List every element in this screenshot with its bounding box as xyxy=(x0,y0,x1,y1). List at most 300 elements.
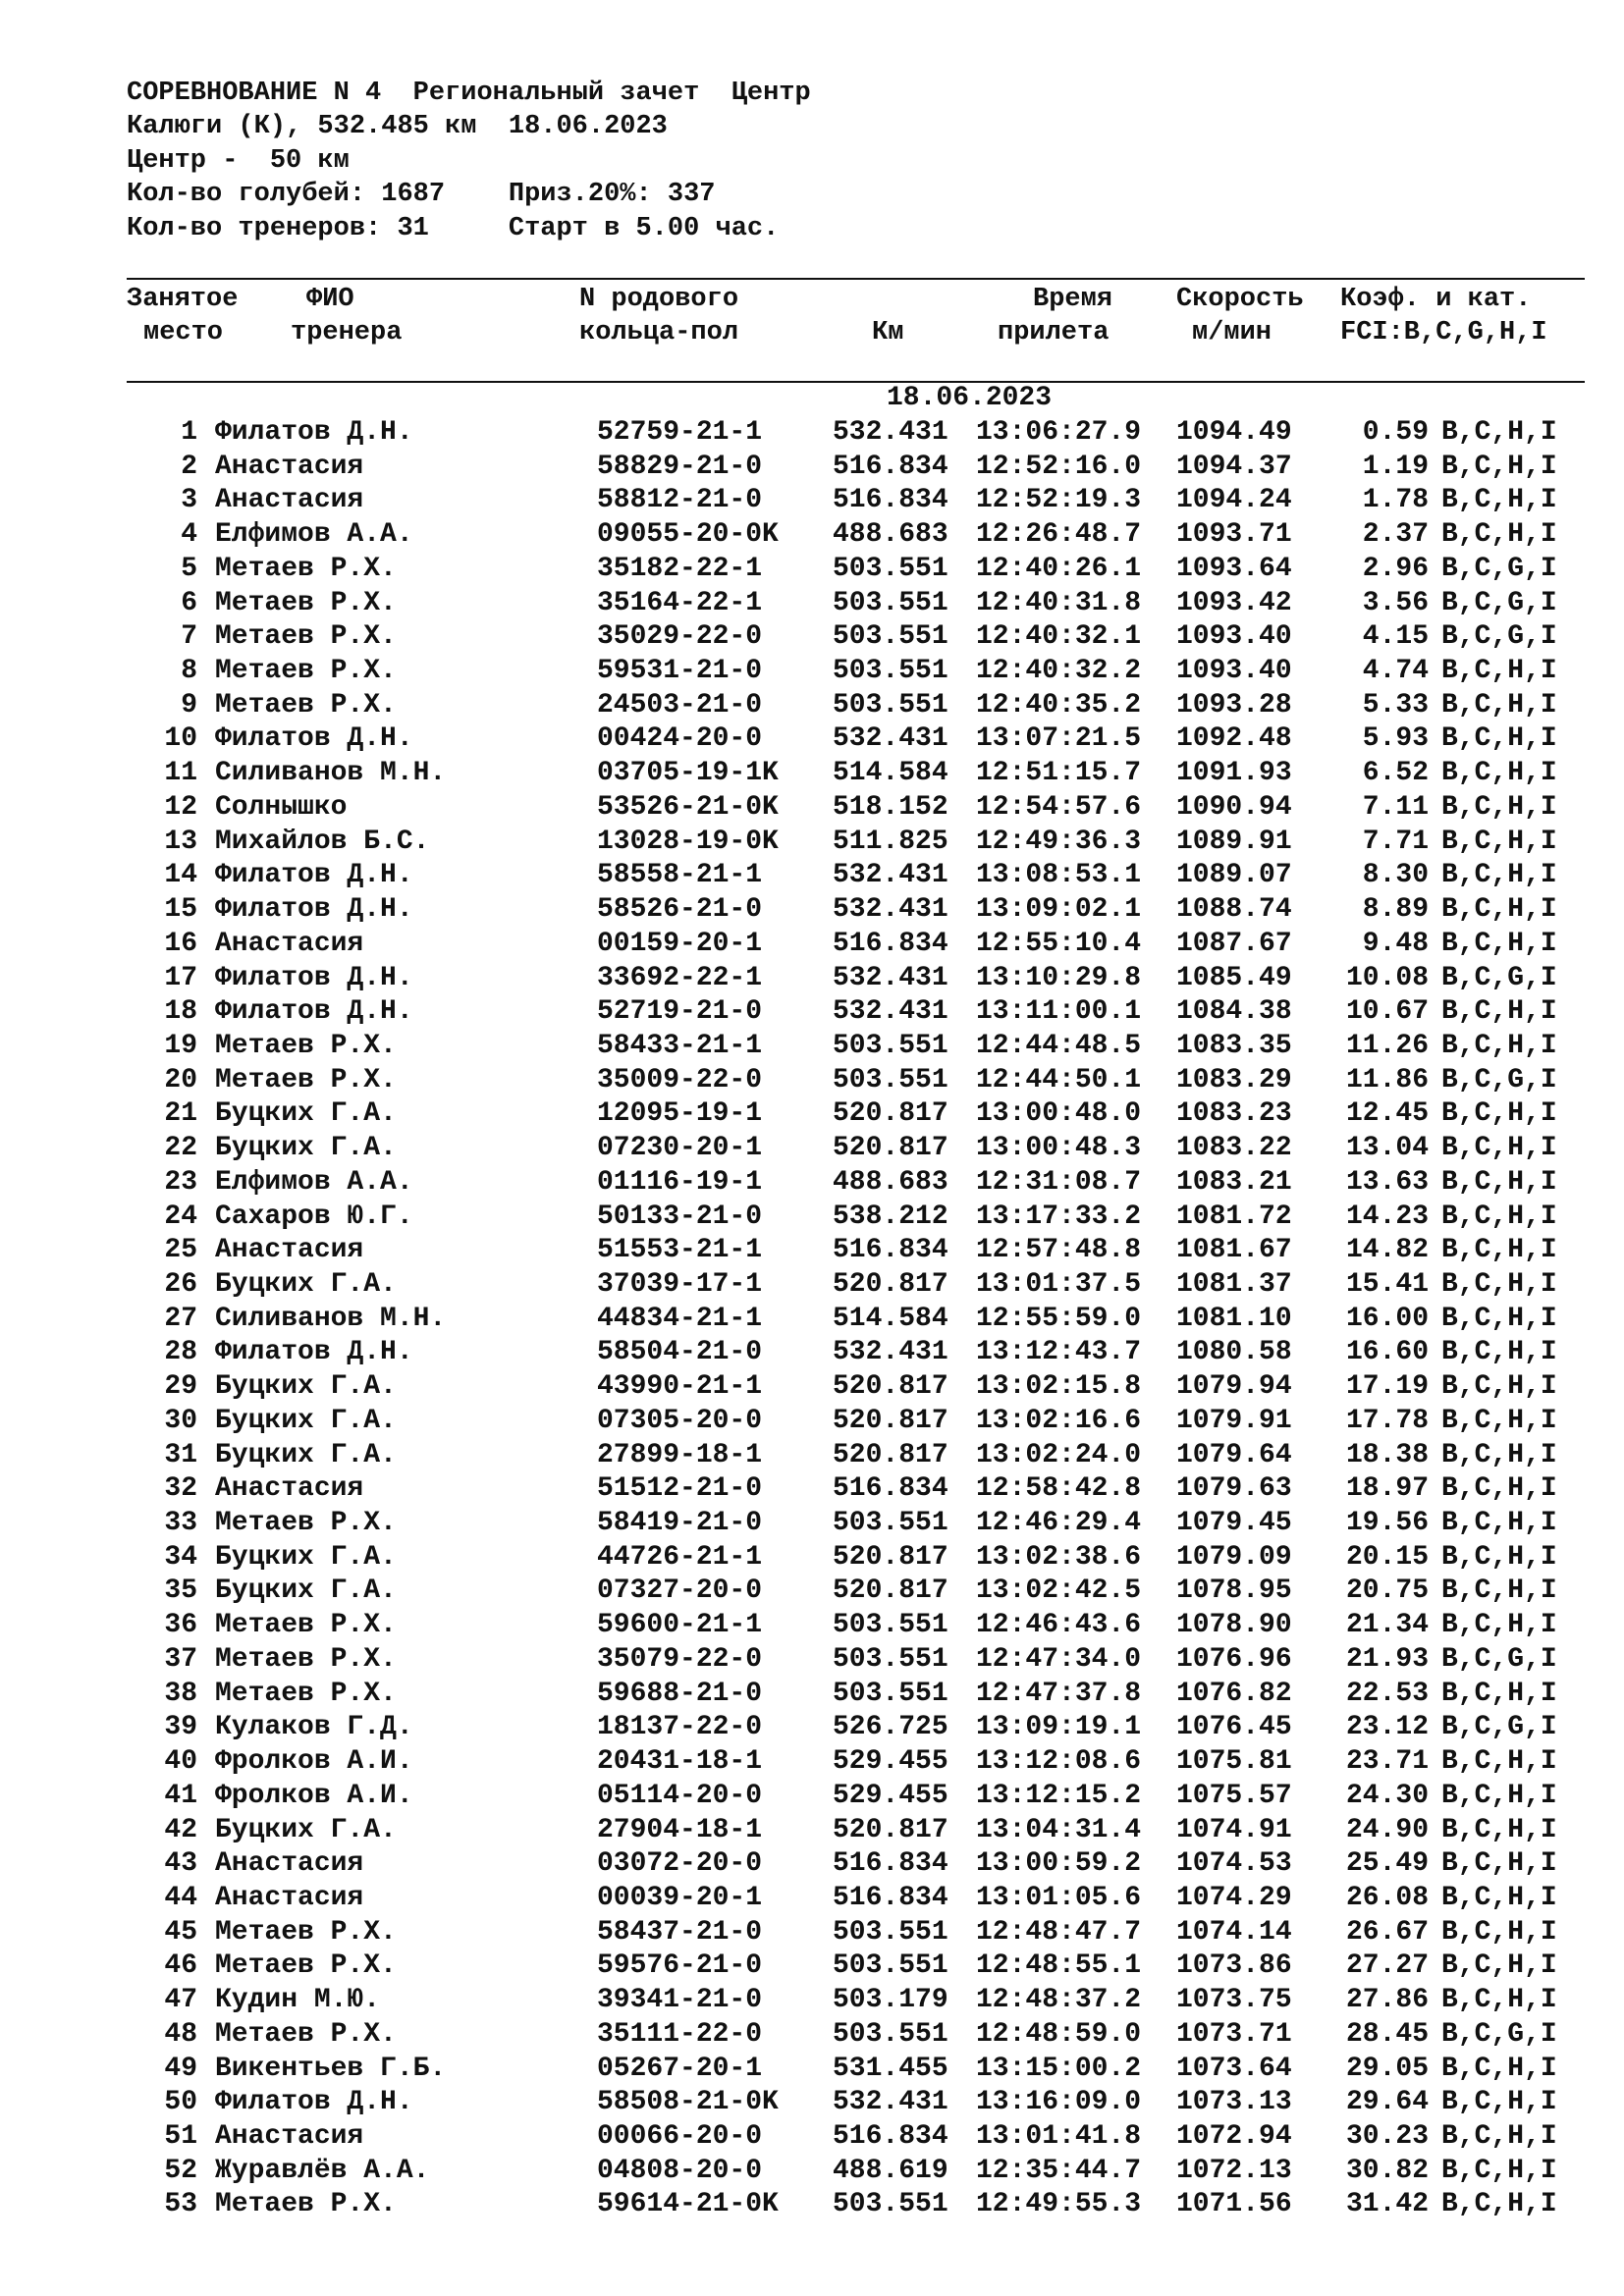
cell-ring: 58437-21-0 xyxy=(597,1916,763,1948)
cell-km: 520.817 xyxy=(833,1575,948,1607)
col-coef-line2: FCI:B,C,G,H,I xyxy=(1340,318,1547,347)
cell-coef: 10.67 xyxy=(1345,996,1429,1028)
cell-speed: 1083.21 xyxy=(1176,1166,1292,1198)
cell-speed: 1079.09 xyxy=(1176,1541,1292,1573)
table-row xyxy=(0,1541,1624,1575)
cell-name: Филатов Д.Н. xyxy=(215,894,413,926)
cell-coef: 27.27 xyxy=(1345,1950,1429,1982)
table-row xyxy=(0,1711,1624,1745)
cell-coef: 22.53 xyxy=(1345,1678,1429,1709)
cell-place: 18 xyxy=(164,996,197,1028)
cell-speed: 1073.71 xyxy=(1176,2018,1292,2050)
cell-place: 43 xyxy=(164,1848,197,1880)
cell-ring: 33692-22-1 xyxy=(597,962,763,993)
cell-time: 12:26:48.7 xyxy=(976,519,1142,551)
cell-coef: 8.89 xyxy=(1362,894,1429,926)
cell-time: 13:12:15.2 xyxy=(976,1780,1142,1811)
cell-ring: 59531-21-0 xyxy=(597,656,763,687)
cell-name: Анастасия xyxy=(215,928,364,959)
cell-time: 13:02:38.6 xyxy=(976,1541,1142,1573)
cell-coef: 12.45 xyxy=(1345,1098,1429,1130)
cell-cat: B,C,H,I xyxy=(1441,894,1557,926)
table-row xyxy=(0,2120,1624,2155)
cell-place: 5 xyxy=(181,553,197,584)
cell-ring: 53526-21-0K xyxy=(597,791,779,823)
cell-speed: 1093.64 xyxy=(1176,553,1292,584)
cell-coef: 29.64 xyxy=(1345,2087,1429,2118)
table-row xyxy=(0,1303,1624,1337)
cell-cat: B,C,H,I xyxy=(1441,791,1557,823)
cell-speed: 1083.29 xyxy=(1176,1064,1292,1095)
col-time-line2: прилета xyxy=(998,318,1110,347)
cell-km: 520.817 xyxy=(833,1269,948,1300)
cell-speed: 1073.86 xyxy=(1176,1950,1292,1982)
cell-time: 12:40:35.2 xyxy=(976,689,1142,721)
table-row xyxy=(0,1882,1624,1916)
cell-cat: B,C,H,I xyxy=(1441,1269,1557,1300)
cell-coef: 0.59 xyxy=(1362,417,1429,448)
cell-speed: 1094.49 xyxy=(1176,417,1292,448)
cell-time: 12:51:15.7 xyxy=(976,758,1142,789)
table-row xyxy=(0,928,1624,962)
header-line-birds-count: Кол-во голубей: 1687 Приз.20%: 337 xyxy=(127,180,716,209)
table-row xyxy=(0,722,1624,757)
cell-coef: 26.08 xyxy=(1345,1882,1429,1913)
cell-time: 13:09:19.1 xyxy=(976,1712,1142,1743)
cell-speed: 1093.28 xyxy=(1176,689,1292,721)
cell-time: 12:48:47.7 xyxy=(976,1916,1142,1948)
cell-km: 503.551 xyxy=(833,1030,948,1061)
cell-place: 51 xyxy=(164,2121,197,2152)
cell-time: 13:17:33.2 xyxy=(976,1201,1142,1232)
cell-cat: B,C,H,I xyxy=(1441,2155,1557,2186)
cell-name: Метаев Р.Х. xyxy=(215,553,397,584)
cell-name: Силиванов М.Н. xyxy=(215,1303,447,1334)
cell-ring: 07327-20-0 xyxy=(597,1575,763,1607)
cell-km: 503.551 xyxy=(833,1610,948,1641)
cell-coef: 2.37 xyxy=(1362,519,1429,551)
cell-ring: 00066-20-0 xyxy=(597,2121,763,2152)
cell-speed: 1074.53 xyxy=(1176,1848,1292,1880)
cell-place: 22 xyxy=(164,1133,197,1164)
table-row xyxy=(0,1949,1624,1984)
cell-place: 8 xyxy=(181,656,197,687)
cell-ring: 35111-22-0 xyxy=(597,2018,763,2050)
header-line-competition: СОРЕВНОВАНИЕ N 4 Региональный зачет Центр xyxy=(127,79,811,108)
cell-km: 503.551 xyxy=(833,1916,948,1948)
cell-place: 1 xyxy=(181,417,197,448)
cell-ring: 51553-21-1 xyxy=(597,1235,763,1266)
cell-ring: 27899-18-1 xyxy=(597,1439,763,1470)
cell-time: 13:10:29.8 xyxy=(976,962,1142,993)
cell-name: Буцких Г.А. xyxy=(215,1405,397,1436)
cell-km: 520.817 xyxy=(833,1098,948,1130)
cell-place: 19 xyxy=(164,1030,197,1061)
cell-coef: 19.56 xyxy=(1345,1508,1429,1539)
cell-ring: 43990-21-1 xyxy=(597,1371,763,1403)
cell-time: 12:52:19.3 xyxy=(976,485,1142,516)
cell-name: Буцких Г.А. xyxy=(215,1098,397,1130)
header-rule xyxy=(127,381,1585,383)
cell-speed: 1092.48 xyxy=(1176,723,1292,755)
cell-speed: 1076.82 xyxy=(1176,1678,1292,1709)
cell-place: 26 xyxy=(164,1269,197,1300)
cell-cat: B,C,H,I xyxy=(1441,1678,1557,1709)
col-place-line1: Занятое xyxy=(127,285,239,314)
col-place-line2: место xyxy=(143,318,224,347)
cell-coef: 30.23 xyxy=(1345,2121,1429,2152)
cell-cat: B,C,H,I xyxy=(1441,2121,1557,2152)
cell-ring: 00039-20-1 xyxy=(597,1882,763,1913)
cell-ring: 58829-21-0 xyxy=(597,451,763,482)
cell-speed: 1076.96 xyxy=(1176,1643,1292,1675)
cell-time: 13:02:15.8 xyxy=(976,1371,1142,1403)
cell-speed: 1081.37 xyxy=(1176,1269,1292,1300)
cell-ring: 59688-21-0 xyxy=(597,1678,763,1709)
cell-ring: 03705-19-1K xyxy=(597,758,779,789)
cell-ring: 27904-18-1 xyxy=(597,1814,763,1845)
cell-ring: 58433-21-1 xyxy=(597,1030,763,1061)
cell-time: 13:02:42.5 xyxy=(976,1575,1142,1607)
cell-coef: 13.63 xyxy=(1345,1166,1429,1198)
cell-speed: 1074.14 xyxy=(1176,1916,1292,1948)
cell-km: 532.431 xyxy=(833,1337,948,1368)
cell-coef: 14.82 xyxy=(1345,1235,1429,1266)
cell-place: 21 xyxy=(164,1098,197,1130)
cell-name: Метаев Р.Х. xyxy=(215,1064,397,1095)
cell-coef: 21.34 xyxy=(1345,1610,1429,1641)
cell-time: 12:55:10.4 xyxy=(976,928,1142,959)
cell-place: 6 xyxy=(181,587,197,618)
cell-time: 13:01:05.6 xyxy=(976,1882,1142,1913)
cell-ring: 39341-21-0 xyxy=(597,1985,763,2016)
cell-cat: B,C,G,I xyxy=(1441,1712,1557,1743)
table-row xyxy=(0,1984,1624,2018)
cell-ring: 35009-22-0 xyxy=(597,1064,763,1095)
cell-name: Буцких Г.А. xyxy=(215,1541,397,1573)
cell-coef: 20.15 xyxy=(1345,1541,1429,1573)
cell-time: 13:01:37.5 xyxy=(976,1269,1142,1300)
cell-place: 34 xyxy=(164,1541,197,1573)
cell-cat: B,C,H,I xyxy=(1441,2087,1557,2118)
cell-km: 516.834 xyxy=(833,485,948,516)
cell-name: Буцких Г.А. xyxy=(215,1371,397,1403)
cell-cat: B,C,H,I xyxy=(1441,723,1557,755)
cell-km: 488.619 xyxy=(833,2155,948,2186)
cell-place: 32 xyxy=(164,1473,197,1505)
cell-cat: B,C,H,I xyxy=(1441,1746,1557,1778)
cell-speed: 1088.74 xyxy=(1176,894,1292,926)
cell-ring: 35079-22-0 xyxy=(597,1643,763,1675)
cell-coef: 17.78 xyxy=(1345,1405,1429,1436)
table-row xyxy=(0,1847,1624,1882)
cell-time: 13:12:43.7 xyxy=(976,1337,1142,1368)
cell-place: 30 xyxy=(164,1405,197,1436)
cell-ring: 51512-21-0 xyxy=(597,1473,763,1505)
cell-km: 503.551 xyxy=(833,1508,948,1539)
table-row xyxy=(0,1166,1624,1201)
cell-km: 503.551 xyxy=(833,689,948,721)
cell-speed: 1078.95 xyxy=(1176,1575,1292,1607)
cell-name: Елфимов А.А. xyxy=(215,519,413,551)
cell-name: Буцких Г.А. xyxy=(215,1133,397,1164)
cell-time: 12:40:32.2 xyxy=(976,656,1142,687)
table-row xyxy=(0,791,1624,826)
cell-cat: B,C,G,I xyxy=(1441,587,1557,618)
cell-name: Журавлёв А.А. xyxy=(215,2155,430,2186)
cell-time: 13:04:31.4 xyxy=(976,1814,1142,1845)
cell-ring: 50133-21-0 xyxy=(597,1201,763,1232)
cell-cat: B,C,G,I xyxy=(1441,1643,1557,1675)
cell-km: 503.551 xyxy=(833,587,948,618)
cell-km: 516.834 xyxy=(833,1235,948,1266)
cell-name: Фролков А.И. xyxy=(215,1780,413,1811)
cell-cat: B,C,H,I xyxy=(1441,1303,1557,1334)
cell-place: 23 xyxy=(164,1166,197,1198)
cell-time: 13:01:41.8 xyxy=(976,2121,1142,2152)
cell-km: 531.455 xyxy=(833,2053,948,2084)
cell-time: 13:16:09.0 xyxy=(976,2087,1142,2118)
cell-coef: 16.60 xyxy=(1345,1337,1429,1368)
cell-place: 27 xyxy=(164,1303,197,1334)
cell-name: Буцких Г.А. xyxy=(215,1439,397,1470)
col-ring-line2: кольца-пол xyxy=(579,318,739,347)
cell-km: 503.551 xyxy=(833,656,948,687)
cell-name: Метаев Р.Х. xyxy=(215,1030,397,1061)
cell-name: Метаев Р.Х. xyxy=(215,1610,397,1641)
table-row xyxy=(0,1609,1624,1643)
cell-place: 3 xyxy=(181,485,197,516)
cell-cat: B,C,H,I xyxy=(1441,1201,1557,1232)
cell-time: 12:46:29.4 xyxy=(976,1508,1142,1539)
table-row xyxy=(0,1439,1624,1473)
cell-cat: B,C,H,I xyxy=(1441,656,1557,687)
cell-time: 12:40:26.1 xyxy=(976,553,1142,584)
table-row xyxy=(0,484,1624,518)
cell-cat: B,C,H,I xyxy=(1441,417,1557,448)
cell-ring: 12095-19-1 xyxy=(597,1098,763,1130)
top-rule xyxy=(127,278,1585,280)
cell-name: Буцких Г.А. xyxy=(215,1814,397,1845)
cell-speed: 1081.10 xyxy=(1176,1303,1292,1334)
cell-cat: B,C,H,I xyxy=(1441,1098,1557,1130)
cell-time: 13:08:53.1 xyxy=(976,860,1142,891)
cell-cat: B,C,H,I xyxy=(1441,1405,1557,1436)
cell-time: 13:15:00.2 xyxy=(976,2053,1142,2084)
cell-speed: 1072.94 xyxy=(1176,2121,1292,2152)
cell-name: Филатов Д.Н. xyxy=(215,1337,413,1368)
cell-name: Анастасия xyxy=(215,1473,364,1505)
col-ring-line1: N родового xyxy=(579,285,739,314)
cell-speed: 1094.37 xyxy=(1176,451,1292,482)
cell-km: 520.817 xyxy=(833,1814,948,1845)
cell-place: 4 xyxy=(181,519,197,551)
cell-name: Михайлов Б.С. xyxy=(215,826,430,857)
cell-km: 520.817 xyxy=(833,1541,948,1573)
cell-coef: 23.71 xyxy=(1345,1746,1429,1778)
table-row xyxy=(0,1575,1624,1609)
cell-ring: 35182-22-1 xyxy=(597,553,763,584)
cell-cat: B,C,H,I xyxy=(1441,519,1557,551)
cell-km: 529.455 xyxy=(833,1780,948,1811)
cell-coef: 11.26 xyxy=(1345,1030,1429,1061)
cell-place: 44 xyxy=(164,1882,197,1913)
table-row xyxy=(0,1507,1624,1541)
table-row xyxy=(0,2053,1624,2087)
table-row xyxy=(0,1132,1624,1166)
table-row xyxy=(0,1097,1624,1132)
cell-coef: 5.33 xyxy=(1362,689,1429,721)
table-row xyxy=(0,995,1624,1030)
cell-ring: 05267-20-1 xyxy=(597,2053,763,2084)
cell-coef: 24.30 xyxy=(1345,1780,1429,1811)
cell-coef: 11.86 xyxy=(1345,1064,1429,1095)
cell-coef: 8.30 xyxy=(1362,860,1429,891)
cell-km: 516.834 xyxy=(833,451,948,482)
cell-ring: 58419-21-0 xyxy=(597,1508,763,1539)
col-speed-line2: м/мин xyxy=(1192,318,1272,347)
table-row xyxy=(0,518,1624,553)
cell-ring: 44834-21-1 xyxy=(597,1303,763,1334)
cell-name: Метаев Р.Х. xyxy=(215,689,397,721)
cell-cat: B,C,H,I xyxy=(1441,2189,1557,2220)
cell-name: Метаев Р.Х. xyxy=(215,1678,397,1709)
cell-km: 520.817 xyxy=(833,1439,948,1470)
cell-name: Филатов Д.Н. xyxy=(215,723,413,755)
cell-place: 12 xyxy=(164,791,197,823)
cell-ring: 44726-21-1 xyxy=(597,1541,763,1573)
cell-cat: B,C,H,I xyxy=(1441,2053,1557,2084)
cell-coef: 18.97 xyxy=(1345,1473,1429,1505)
cell-time: 12:57:48.8 xyxy=(976,1235,1142,1266)
cell-place: 35 xyxy=(164,1575,197,1607)
cell-name: Анастасия xyxy=(215,1882,364,1913)
cell-coef: 17.19 xyxy=(1345,1371,1429,1403)
cell-ring: 18137-22-0 xyxy=(597,1712,763,1743)
cell-km: 488.683 xyxy=(833,1166,948,1198)
cell-cat: B,C,H,I xyxy=(1441,1848,1557,1880)
col-name-line1: ФИО xyxy=(306,285,354,314)
cell-cat: B,C,H,I xyxy=(1441,1882,1557,1913)
cell-km: 503.551 xyxy=(833,553,948,584)
cell-ring: 58508-21-0K xyxy=(597,2087,779,2118)
cell-coef: 16.00 xyxy=(1345,1303,1429,1334)
cell-cat: B,C,G,I xyxy=(1441,553,1557,584)
cell-name: Метаев Р.Х. xyxy=(215,1916,397,1948)
cell-name: Кулаков Г.Д. xyxy=(215,1712,413,1743)
cell-km: 516.834 xyxy=(833,1848,948,1880)
cell-ring: 07305-20-0 xyxy=(597,1405,763,1436)
cell-ring: 59600-21-1 xyxy=(597,1610,763,1641)
cell-ring: 35164-22-1 xyxy=(597,587,763,618)
cell-name: Метаев Р.Х. xyxy=(215,2189,397,2220)
cell-place: 52 xyxy=(164,2155,197,2186)
header-line-release-point: Калюги (К), 532.485 км 18.06.2023 xyxy=(127,112,668,141)
cell-time: 12:31:08.7 xyxy=(976,1166,1142,1198)
table-row xyxy=(0,962,1624,996)
cell-name: Метаев Р.Х. xyxy=(215,1950,397,1982)
cell-place: 2 xyxy=(181,451,197,482)
cell-place: 29 xyxy=(164,1371,197,1403)
table-row xyxy=(0,1643,1624,1678)
table-row xyxy=(0,2155,1624,2189)
cell-km: 532.431 xyxy=(833,996,948,1028)
cell-cat: B,C,H,I xyxy=(1441,1814,1557,1845)
cell-place: 48 xyxy=(164,2018,197,2050)
cell-place: 53 xyxy=(164,2189,197,2220)
cell-ring: 24503-21-0 xyxy=(597,689,763,721)
table-row xyxy=(0,1201,1624,1235)
cell-speed: 1076.45 xyxy=(1176,1712,1292,1743)
cell-cat: B,C,H,I xyxy=(1441,1473,1557,1505)
cell-speed: 1079.91 xyxy=(1176,1405,1292,1436)
table-row xyxy=(0,553,1624,587)
cell-speed: 1084.38 xyxy=(1176,996,1292,1028)
cell-place: 50 xyxy=(164,2087,197,2118)
cell-speed: 1073.13 xyxy=(1176,2087,1292,2118)
cell-place: 11 xyxy=(164,758,197,789)
cell-name: Кудин М.Ю. xyxy=(215,1985,381,2016)
cell-coef: 25.49 xyxy=(1345,1848,1429,1880)
cell-time: 13:11:00.1 xyxy=(976,996,1142,1028)
cell-time: 13:07:21.5 xyxy=(976,723,1142,755)
cell-coef: 28.45 xyxy=(1345,2018,1429,2050)
cell-speed: 1075.57 xyxy=(1176,1780,1292,1811)
cell-ring: 52759-21-1 xyxy=(597,417,763,448)
cell-coef: 30.82 xyxy=(1345,2155,1429,2186)
cell-coef: 7.11 xyxy=(1362,791,1429,823)
cell-time: 12:47:37.8 xyxy=(976,1678,1142,1709)
cell-ring: 00159-20-1 xyxy=(597,928,763,959)
table-row xyxy=(0,1745,1624,1780)
cell-coef: 27.86 xyxy=(1345,1985,1429,2016)
cell-speed: 1089.91 xyxy=(1176,826,1292,857)
cell-cat: B,C,H,I xyxy=(1441,1030,1557,1061)
table-row xyxy=(0,2018,1624,2053)
cell-cat: B,C,G,I xyxy=(1441,1064,1557,1095)
cell-time: 12:44:48.5 xyxy=(976,1030,1142,1061)
cell-name: Солнышко xyxy=(215,791,348,823)
cell-name: Буцких Г.А. xyxy=(215,1575,397,1607)
cell-place: 33 xyxy=(164,1508,197,1539)
cell-cat: B,C,H,I xyxy=(1441,1166,1557,1198)
cell-km: 520.817 xyxy=(833,1405,948,1436)
cell-km: 538.212 xyxy=(833,1201,948,1232)
cell-km: 520.817 xyxy=(833,1371,948,1403)
cell-speed: 1090.94 xyxy=(1176,791,1292,823)
cell-ring: 52719-21-0 xyxy=(597,996,763,1028)
cell-cat: B,C,H,I xyxy=(1441,758,1557,789)
cell-cat: B,C,H,I xyxy=(1441,1916,1557,1948)
cell-time: 12:49:55.3 xyxy=(976,2189,1142,2220)
cell-time: 13:06:27.9 xyxy=(976,417,1142,448)
cell-km: 520.817 xyxy=(833,1133,948,1164)
cell-cat: B,C,H,I xyxy=(1441,1508,1557,1539)
cell-coef: 29.05 xyxy=(1345,2053,1429,2084)
cell-coef: 21.93 xyxy=(1345,1643,1429,1675)
cell-cat: B,C,H,I xyxy=(1441,485,1557,516)
cell-coef: 18.38 xyxy=(1345,1439,1429,1470)
cell-place: 9 xyxy=(181,689,197,721)
cell-ring: 58504-21-0 xyxy=(597,1337,763,1368)
table-row xyxy=(0,1472,1624,1507)
cell-name: Силиванов М.Н. xyxy=(215,758,447,789)
cell-km: 516.834 xyxy=(833,1473,948,1505)
cell-km: 514.584 xyxy=(833,758,948,789)
cell-speed: 1093.42 xyxy=(1176,587,1292,618)
cell-ring: 09055-20-0K xyxy=(597,519,779,551)
cell-name: Анастасия xyxy=(215,2121,364,2152)
